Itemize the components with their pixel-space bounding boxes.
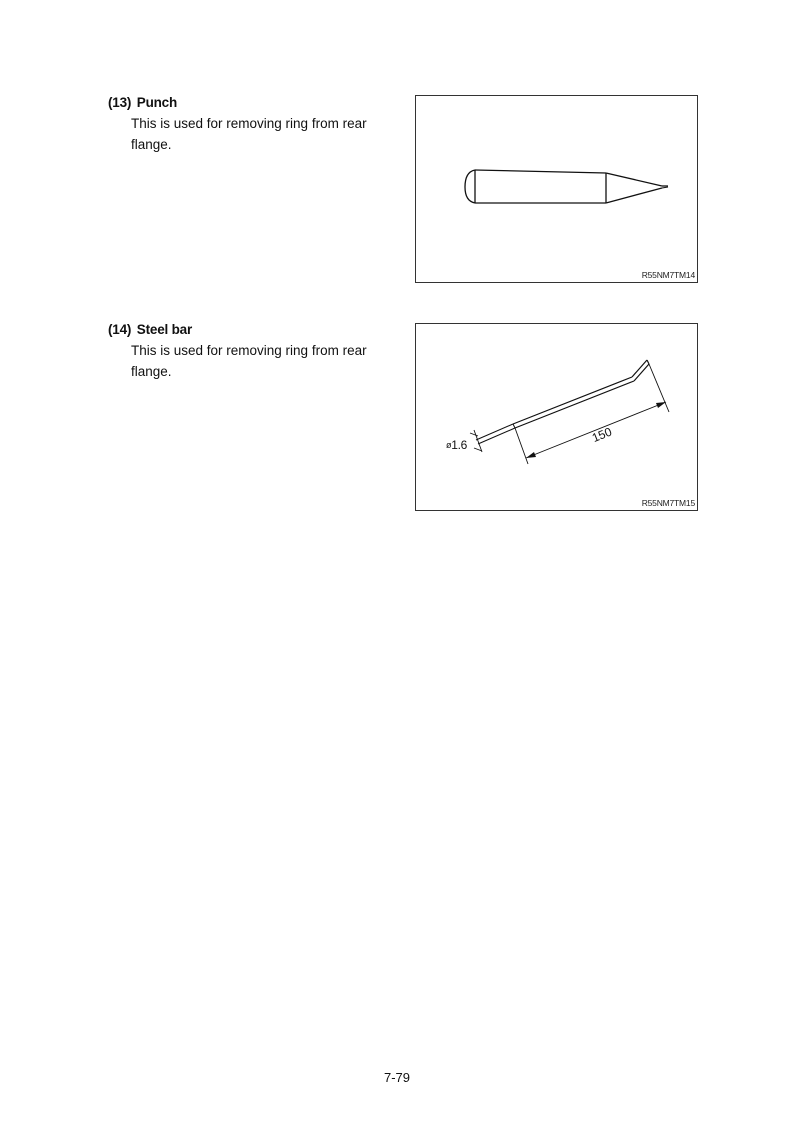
item-description: This is used for removing ring from rear flange. [131, 116, 367, 152]
page-number: 7-79 [383, 1070, 411, 1085]
item-heading [108, 321, 380, 339]
item-13 [108, 94, 380, 155]
figure-code: R55NM7TM14 [641, 270, 695, 280]
steel-bar-drawing [416, 324, 699, 512]
steel-bar-figure [415, 323, 698, 511]
item-title: Punch [136, 95, 178, 110]
punch-drawing [416, 96, 699, 284]
item-heading [108, 94, 380, 112]
item-number: (13) [108, 95, 132, 110]
item-14 [108, 321, 380, 382]
punch-figure [415, 95, 698, 283]
item-title: Steel bar [136, 322, 193, 337]
length-label: 150 [590, 424, 614, 445]
figure-code: R55NM7TM15 [641, 498, 695, 508]
diameter-icon: ø [446, 440, 452, 450]
item-number: (14) [108, 322, 132, 337]
item-description: This is used for removing ring from rear flange. [131, 343, 367, 379]
diameter-value: 1.6 [451, 438, 467, 452]
diameter-label [446, 438, 467, 452]
